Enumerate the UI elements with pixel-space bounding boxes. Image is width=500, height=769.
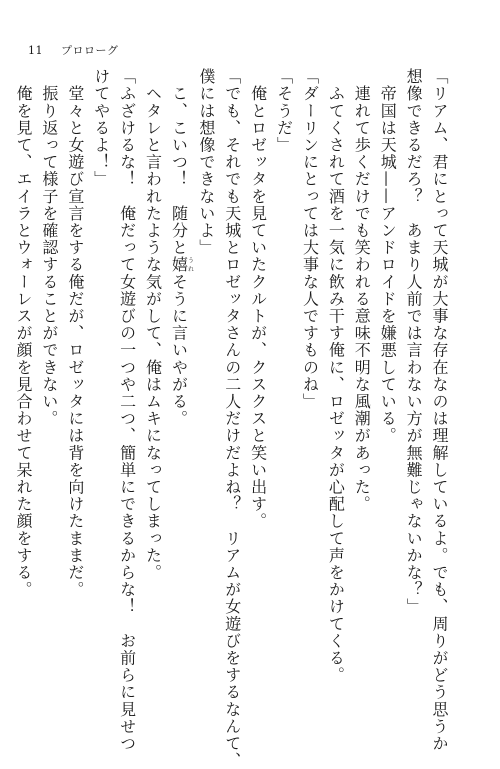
text-line: けてやるよ！」	[91, 68, 111, 188]
chapter-title: プロローグ	[61, 44, 119, 57]
text-line: 「そうだ」	[274, 68, 294, 154]
text-line: 僕には想像できないよ」	[196, 68, 216, 257]
ruby-annotation	[169, 256, 194, 274]
text-line: 帝国は天城——アンドロイドを嫌悪している。	[378, 68, 398, 445]
text-line: 想像できるだろ？ あまり人前では言わない方が無難じゃないかな？」	[404, 68, 424, 616]
text-line: 「リアム、君にとって天城が大事な存在なのは理解しているよ。でも、周りがどう思うか	[430, 68, 449, 752]
vertical-body-text	[14, 68, 452, 769]
text-line: 堂々と女遊び宣言をする俺だが、ロゼッタには背を向けたままだ。	[65, 68, 85, 599]
text-line: 「ダーリンにとっては大事な人ですものね」	[300, 68, 320, 410]
ruby-base: 嬉	[169, 256, 189, 274]
text-line: 「ふざけるな！ 俺だって女遊びの一つや二つ、簡単にできるからな！ お前らに見せつ	[117, 68, 137, 752]
text-line: 俺を見て、エイラとウォーレスが顔を見合わせて呆れた顔をする。	[14, 68, 33, 599]
page-number: 11	[28, 44, 43, 57]
text-line: ふてくされて酒を一気に飲み干す俺に、ロゼッタが心配して声をかけてくる。	[326, 68, 346, 684]
text-line: こ、こいつ！ 随分と嬉うれそうに言いやがる。	[169, 68, 194, 428]
text-line: 俺とロゼッタを見ていたクルトが、クスクスと笑い出す。	[248, 68, 268, 530]
running-header	[28, 42, 119, 58]
text-line: 連れて歩くだけでも笑われる意味不明な風潮があった。	[352, 68, 372, 513]
ruby-reading: うれ	[186, 256, 194, 274]
text-line: ヘタレと言われたような気がして、俺はムキになってしまった。	[143, 68, 163, 581]
text-line: 振り返って様子を確認することができない。	[39, 68, 59, 428]
text-line: 「でも、それでも天城とロゼッタさんの二人だけだよね？ リアムが女遊びをするなんて、	[222, 68, 242, 769]
